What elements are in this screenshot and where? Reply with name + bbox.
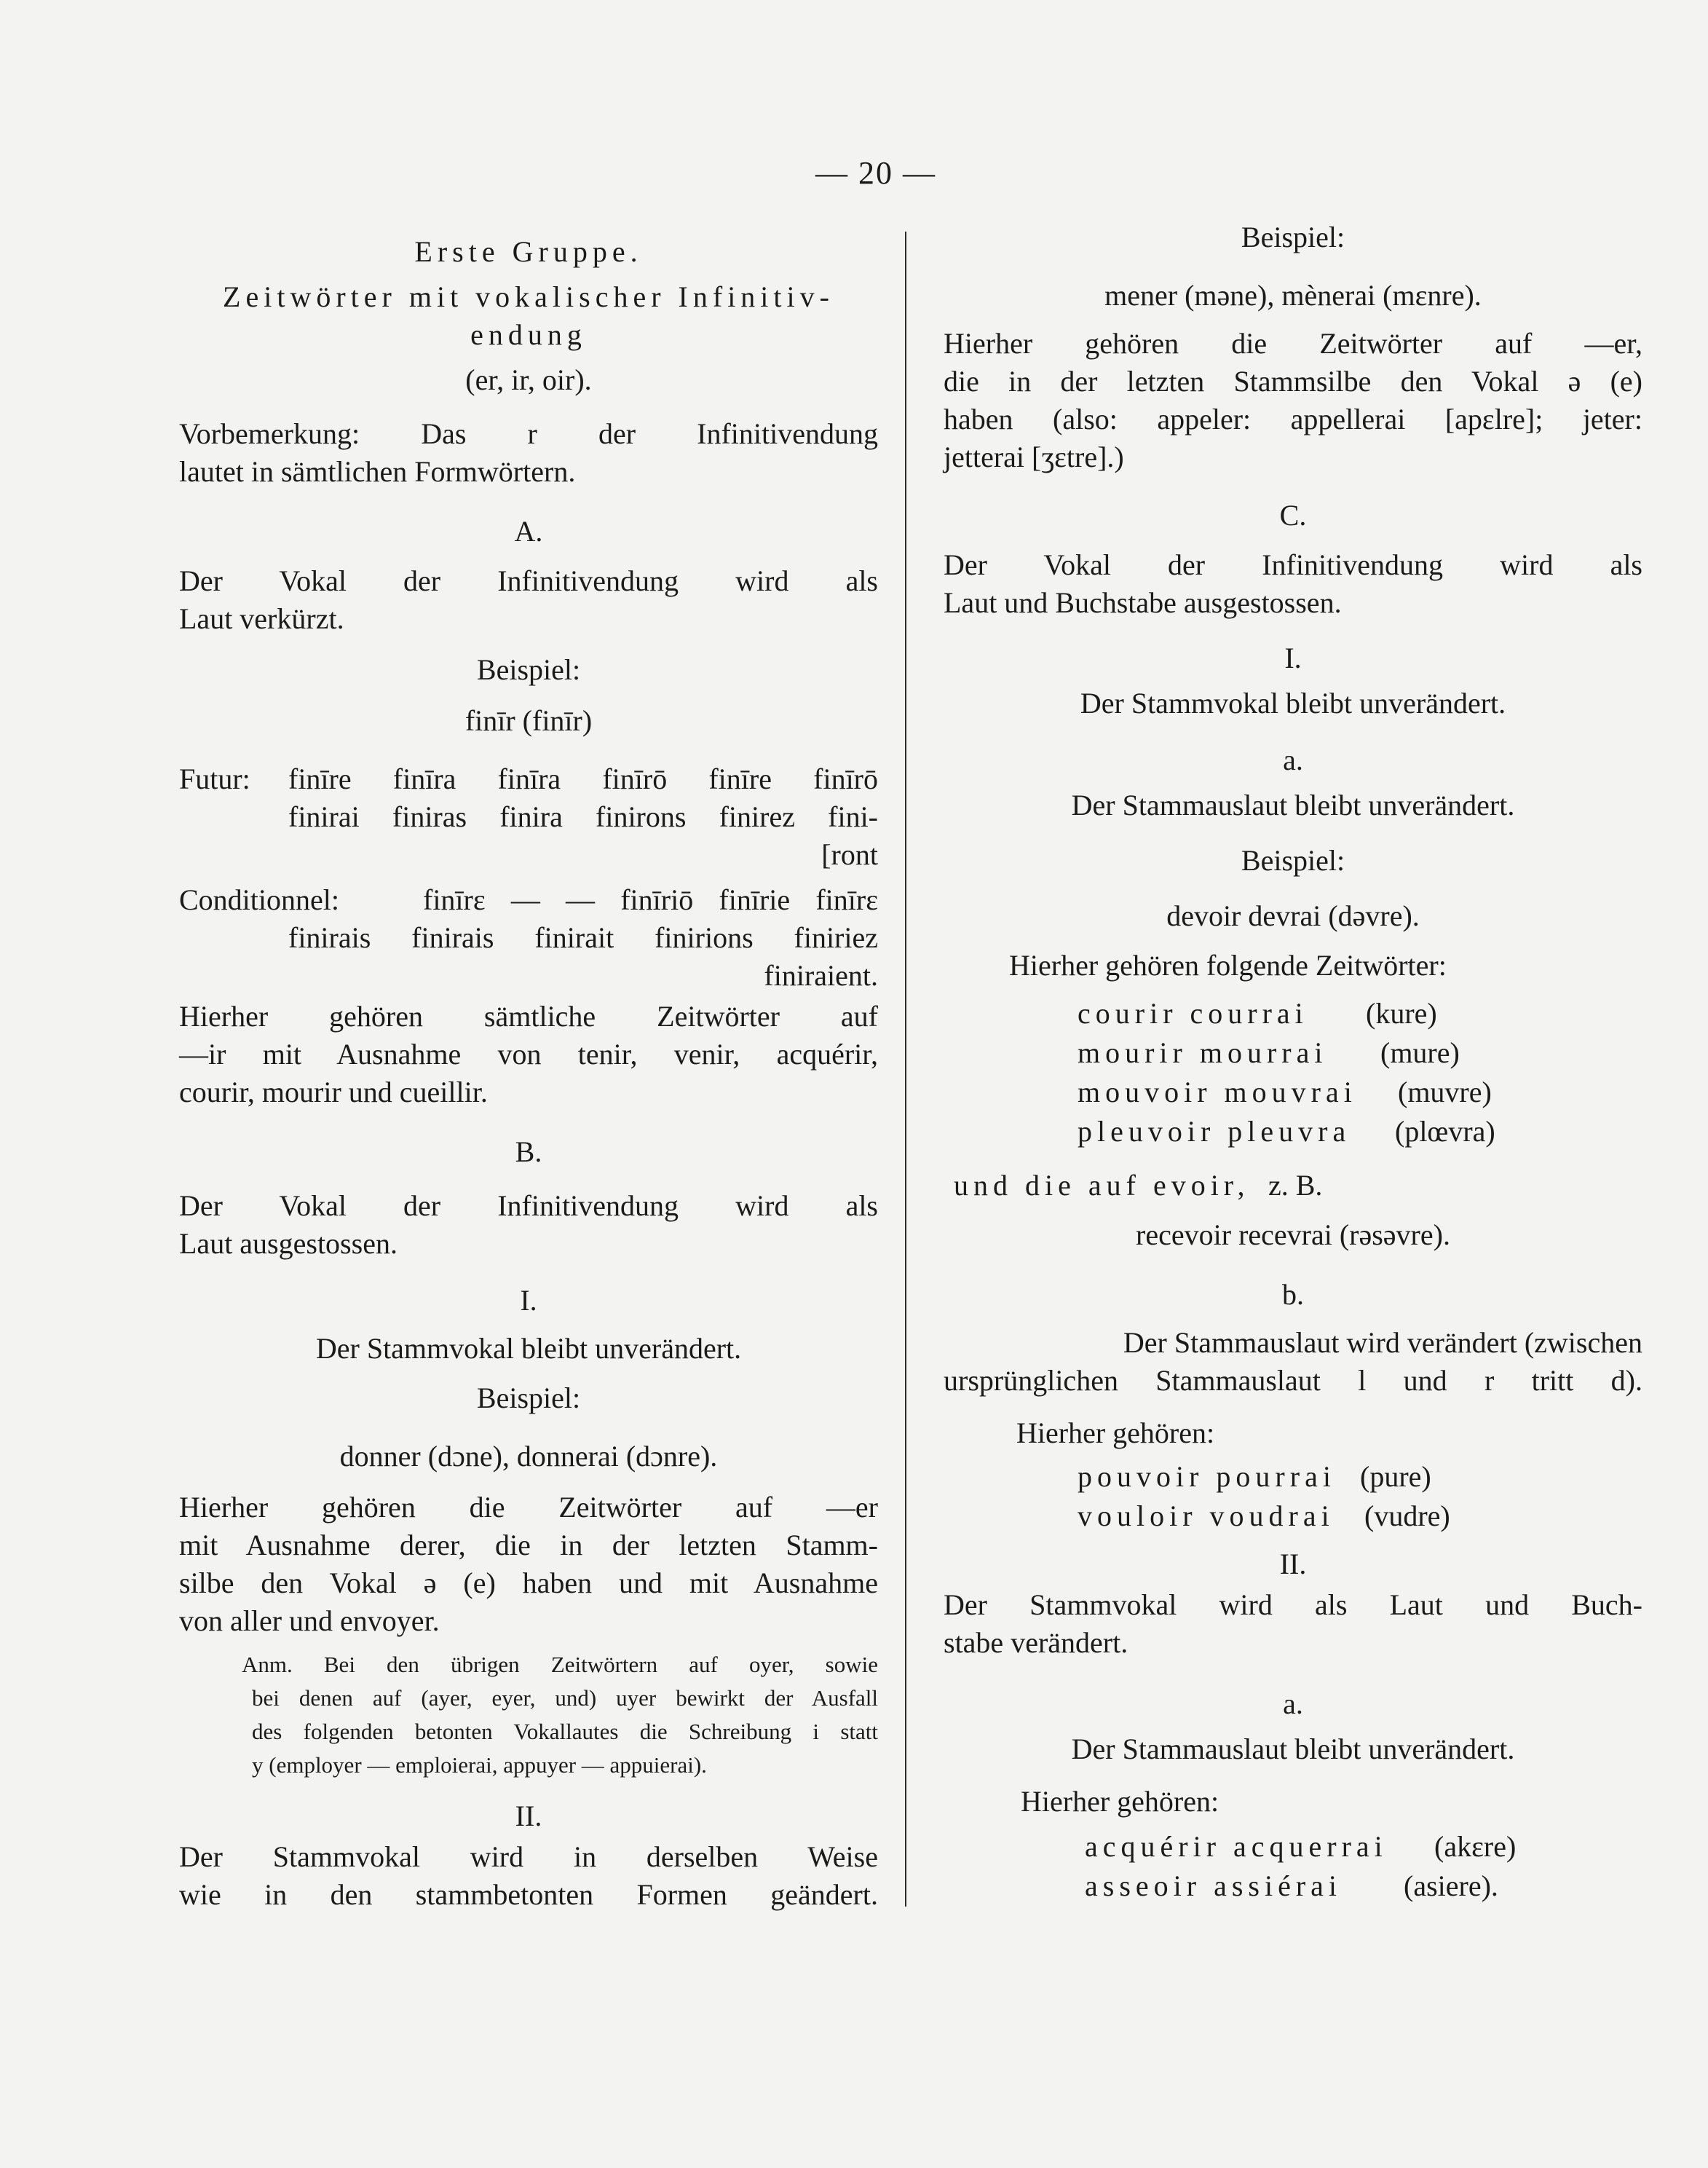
footnote-line: y (employer — emploierai, appuyer — appuierai). xyxy=(252,1752,707,1778)
verb-list-item: mourir mourrai xyxy=(1078,1036,1328,1069)
verb-list-item: pleuvoir pleuvra xyxy=(1078,1115,1351,1148)
section-label: a. xyxy=(1283,744,1303,776)
verb-pronunciation: (asiere). xyxy=(1404,1869,1498,1902)
paragraph-line: Vorbemerkung: Das r der Infinitivendung xyxy=(179,417,878,450)
futur-forms: finirai finiras finira finirons finirez fini- xyxy=(288,800,878,833)
example-text: finīr (finīr) xyxy=(464,704,593,737)
verb-pronunciation: (mure) xyxy=(1380,1036,1460,1069)
paragraph-line: courir, mourir und cueillir. xyxy=(179,1076,488,1108)
conditionnel-forms: finiraient. xyxy=(764,959,878,992)
verb-list-item: acquérir acquerrai xyxy=(1085,1830,1388,1863)
paragraph-line: Der Vokal der Infinitivendung wird als xyxy=(179,1189,878,1222)
futur-label: Futur: xyxy=(179,762,250,795)
example-label: Beispiel: xyxy=(1241,221,1345,253)
paragraph-line: Der Vokal der Infinitivendung wird als xyxy=(944,548,1642,581)
subheading-line: endung xyxy=(470,318,587,351)
paragraph-line: Der Vokal der Infinitivendung wird als xyxy=(179,564,878,597)
paragraph-line: ursprünglichen Stammauslaut l und r tritt d). xyxy=(944,1364,1642,1397)
paragraph-line: stabe verändert. xyxy=(944,1626,1128,1659)
verb-list-item: courir courrai xyxy=(1078,997,1308,1030)
paragraph-line: Hierher gehören die Zeitwörter auf —er, xyxy=(944,327,1642,360)
conditionnel-forms: finīrɛ — — finīriō finīrie finīrɛ xyxy=(423,883,878,916)
section-label: I. xyxy=(520,1284,537,1317)
verb-pronunciation: (plœvra) xyxy=(1395,1115,1495,1148)
paragraph-line: silbe den Vokal ə (e) haben und mit Ausnahme xyxy=(179,1566,878,1599)
conditionnel-forms: finirais finirais finirait finirions finiriez xyxy=(288,921,878,954)
section-label: II. xyxy=(515,1800,542,1832)
example-label: Beispiel: xyxy=(1241,844,1345,877)
section-label: A. xyxy=(514,515,543,548)
section-heading: Erste Gruppe. xyxy=(414,235,643,268)
paragraph-line: Der Stammauslaut wird verändert (zwischen xyxy=(1123,1326,1642,1359)
section-label: b. xyxy=(1282,1278,1304,1311)
paragraph-line: Der Stammvokal wird in derselben Weise xyxy=(179,1840,878,1873)
verb-pronunciation: (akɛre) xyxy=(1434,1830,1517,1863)
footnote-line: bei denen auf (ayer, eyer, und) uyer bewirkt der Ausfall xyxy=(252,1685,878,1711)
futur-forms: finīre finīra finīra finīrō finīre finīrō xyxy=(288,762,878,795)
example-text: devoir devrai (dəvre). xyxy=(1166,899,1420,932)
paragraph-line: lautet in sämtlichen Formwörtern. xyxy=(179,455,576,488)
section-label: II. xyxy=(1279,1548,1307,1580)
section-label: a. xyxy=(1283,1687,1303,1720)
subheading-endings: (er, ir, oir). xyxy=(465,363,592,396)
verb-pronunciation: (muvre) xyxy=(1398,1076,1492,1108)
paragraph-line: Hierher gehören: xyxy=(1016,1416,1215,1449)
verb-list-item: mouvoir mouvrai xyxy=(1078,1076,1357,1108)
section-label: B. xyxy=(515,1135,542,1168)
verb-pronunciation: (kure) xyxy=(1366,997,1437,1030)
subheading-line: Zeitwörter mit vokalischer Infinitiv- xyxy=(223,280,834,313)
conditionnel-label: Conditionnel: xyxy=(179,883,339,916)
paragraph-line: Laut ausgestossen. xyxy=(179,1227,398,1260)
paragraph-line: —ir mit Ausnahme von tenir, venir, acquérir, xyxy=(179,1038,878,1071)
paragraph-line: von aller und envoyer. xyxy=(179,1604,440,1637)
paragraph-line: Hierher gehören die Zeitwörter auf —er xyxy=(179,1491,878,1523)
footnote-line: Anm. Bei den übrigen Zeitwörtern auf oyer, sowie xyxy=(242,1652,878,1677)
paragraph-line: Hierher gehören folgende Zeitwörter: xyxy=(1009,949,1447,982)
paragraph-line: Der Stammvokal bleibt unverändert. xyxy=(315,1332,742,1365)
paragraph-line: Der Stammvokal bleibt unverändert. xyxy=(1080,687,1506,720)
section-label: I. xyxy=(1284,642,1302,674)
paragraph-line: jetterai [ʒɛtre].) xyxy=(944,441,1124,473)
futur-forms: [ront xyxy=(821,838,878,871)
example-label: Beispiel: xyxy=(476,653,581,686)
verb-list-item: pouvoir pourrai xyxy=(1078,1460,1336,1493)
column-divider xyxy=(905,232,906,1907)
example-text: donner (dɔne), donnerai (dɔnre). xyxy=(339,1440,718,1473)
paragraph-line: Laut und Buchstabe ausgestossen. xyxy=(944,586,1342,619)
paragraph-line: Der Stammauslaut bleibt unverändert. xyxy=(1071,789,1515,821)
example-text: mener (məne), mènerai (mɛnre). xyxy=(1104,279,1482,312)
paragraph-line: Hierher gehören sämtliche Zeitwörter auf xyxy=(179,1000,878,1033)
paragraph-line: haben (also: appeler: appellerai [apɛlre]; jeter: xyxy=(944,403,1642,435)
paragraph-line: Der Stammauslaut bleibt unverändert. xyxy=(1071,1733,1515,1765)
paragraph-line: z. B. xyxy=(1268,1169,1323,1202)
verb-pronunciation: (vudre) xyxy=(1364,1499,1450,1532)
example-label: Beispiel: xyxy=(476,1381,581,1414)
paragraph-line: und die auf evoir, xyxy=(954,1169,1250,1202)
section-label: C. xyxy=(1279,499,1307,532)
paragraph-line: Der Stammvokal wird als Laut und Buch- xyxy=(944,1588,1642,1621)
verb-pronunciation: (pure) xyxy=(1360,1460,1431,1493)
paragraph-line: mit Ausnahme derer, die in der letzten Stamm- xyxy=(179,1529,878,1561)
paragraph-line: wie in den stammbetonten Formen geändert. xyxy=(179,1878,878,1911)
paragraph-line: die in der letzten Stammsilbe den Vokal ə (e) xyxy=(944,365,1642,398)
page-number: — 20 — xyxy=(815,155,936,191)
paragraph-line: Laut verkürzt. xyxy=(179,602,344,635)
verb-list-item: vouloir voudrai xyxy=(1078,1499,1335,1532)
example-text: recevoir recevrai (rəsəvre). xyxy=(1136,1218,1450,1251)
verb-list-item: asseoir assiérai xyxy=(1085,1869,1343,1902)
paragraph-line: Hierher gehören: xyxy=(1021,1785,1219,1818)
footnote-line: des folgenden betonten Vokallautes die Schreibung i statt xyxy=(252,1719,878,1744)
